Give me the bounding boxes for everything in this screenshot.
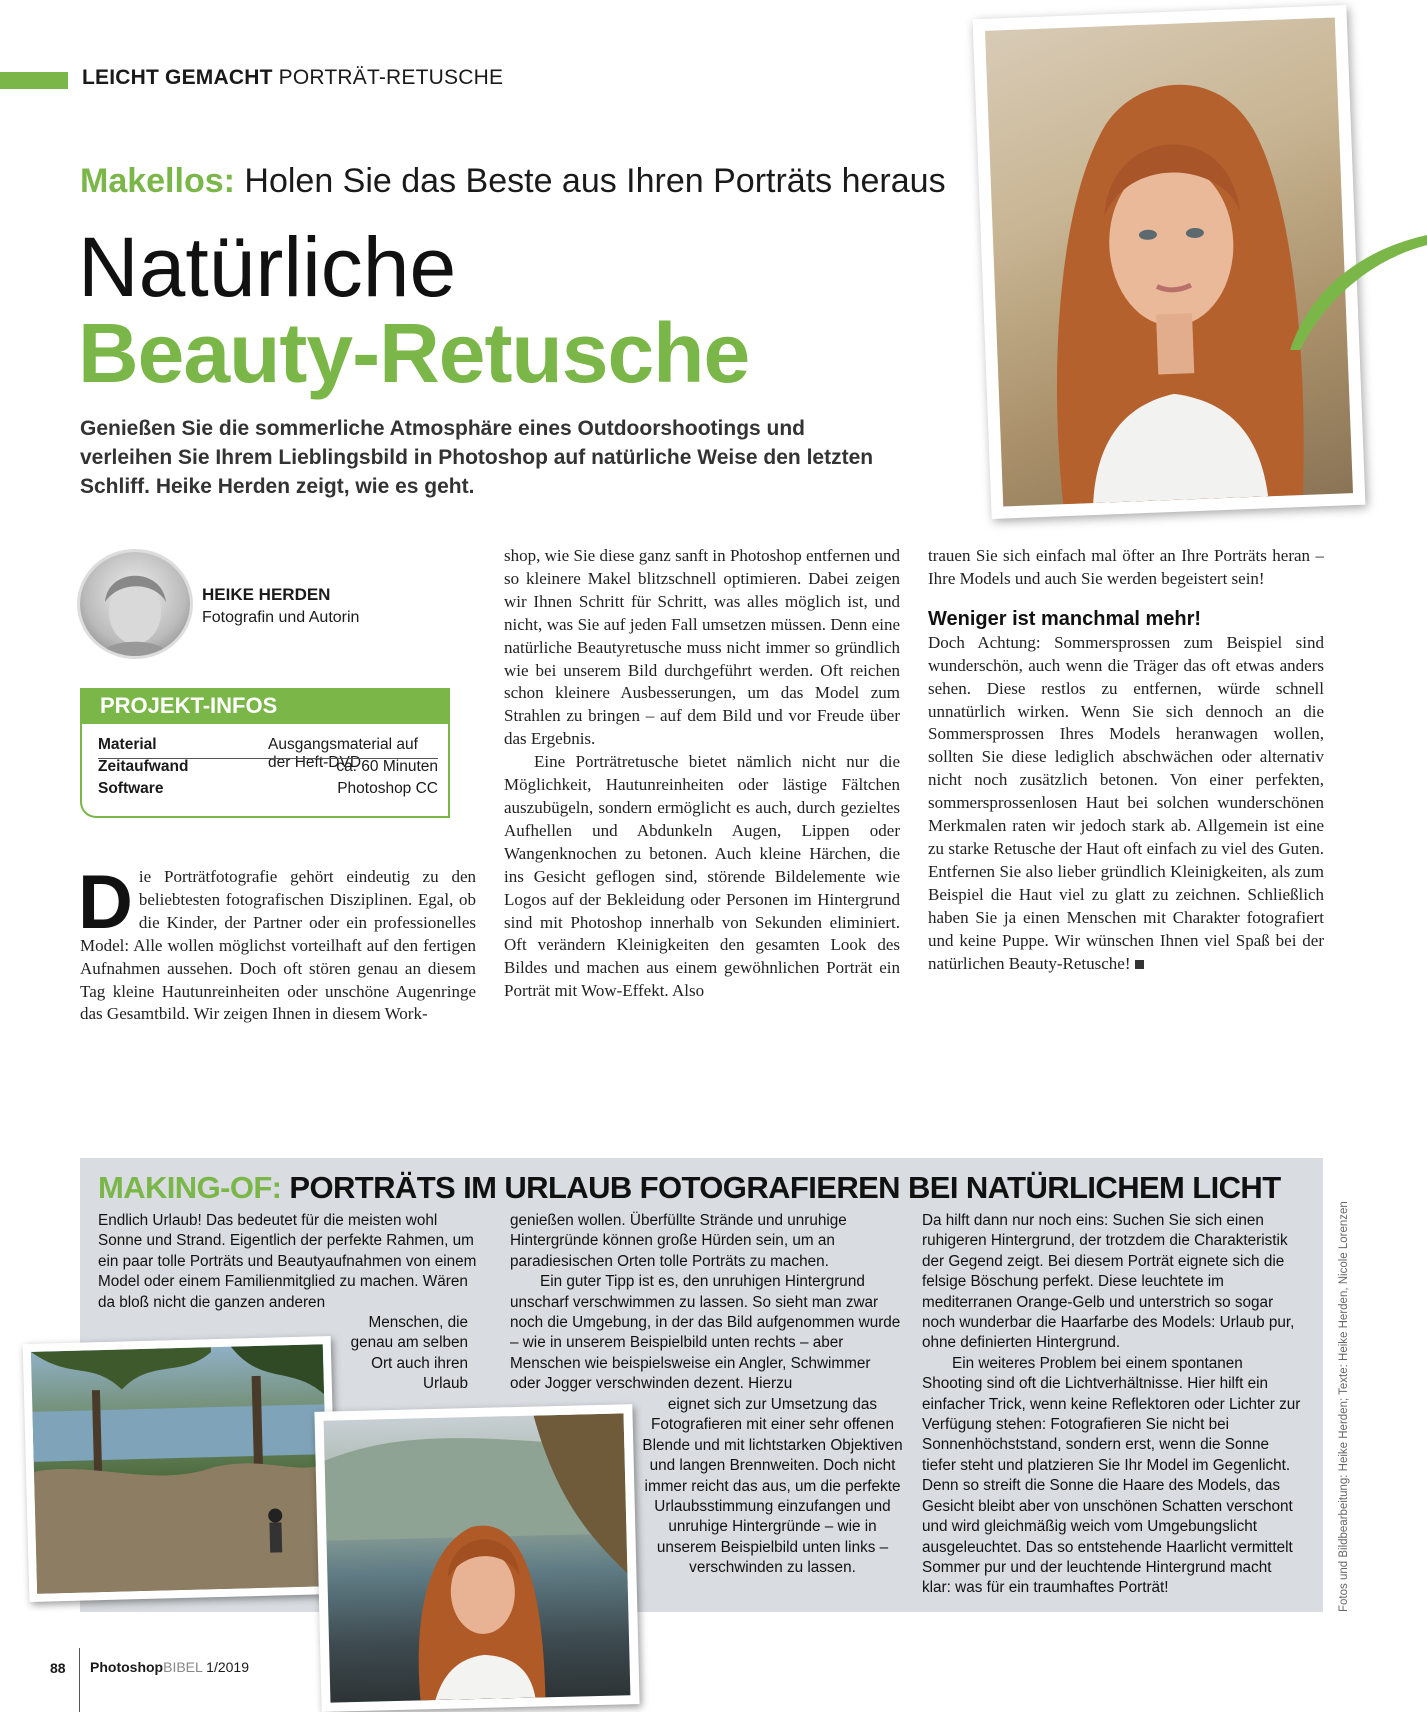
author-role: Fotografin und Autorin [202,609,360,626]
kicker-label: Makellos: [80,162,235,200]
body-paragraph [928,632,1324,976]
magazine-name: Photoshop [90,1659,164,1675]
making-of-label: MAKING-OF: [98,1170,282,1205]
magazine-footer [90,1659,249,1675]
body-paragraph: Eine Porträtretusche bietet nämlich nicht nur die Möglichkeit, Hautunreinheiten oder lästige Fältchen auszubügeln, sondern ermöglicht es auch, durch gezieltes Aufhellen und Abdunkeln Augen, Lippen oder Wangenknochen zu betonen. Auch kleine Härchen, die ins Gesicht geflogen sind, störende Bildelemente wie Logos auf der Bekleidung oder Personen im Hintergrund sind mit Photoshop innerhalb von Sekunden eliminiert. Oft verändern Kleinigkeiten den gesamten Look des Bildes und machen aus einem gewöhnlichen Porträt ein Porträt mit Wow-Effekt. Also [504,752,900,1001]
body-paragraph: shop, wie Sie diese ganz sanft in Photoshop entfernen und so kleinere Makel blitzschnell optimieren. Dabei zeigen wir Ihnen Schritt für Schritt, was alles möglich ist, und nicht, was Sie auf jeden Fall umsetzen müssen. Denn eine natürliche Beautyretusche muss nicht immer so gründlich wie bei unserem Bild durchgeführt werden. Oft reichen schon kleinere Ausbesserungen, um das Model zum Strahlen zu bringen – auf dem Bild und vor Freude über das Ergebnis. [504,546,900,749]
subheading: Weniger ist manchmal mehr! [928,607,1202,630]
project-row-time [98,758,438,780]
making-of-heading: PORTRÄTS IM URLAUB FOTOGRAFIEREN BEI NATÜRLICHEM LICHT [281,1170,1281,1205]
body-paragraph-text: Doch Achtung: Sommersprossen zum Beispiel sind wunderschön, auch wenn die Träger das oft etwas anders sehen. Diese restlos zu entfernen, würde schnell unnatürlich wirken. Wenn Sie sich dennoch an die Sommersprossen Ihres Models heranwagen wollen, sollten Sie diese lediglich abschwächen oder alternativ nicht noch zusätzlich betonen. Von einer perfekten, sommersprossenlosen Haut bei solchen wunderschönen Merkmalen raten wir jedoch stark ab. Allgemein ist eine zu starke Retusche der Haut oft einfach zu viel des Guten. Entfernen Sie also lieber gründlich Kleinigkeiten, als zum Beispiel die Haut viel zu glatt zu zeichnen. Schließlich haben Sie ja einen Menschen mit Charakter fotografiert und keine Puppe. Wir wünschen Ihnen viel Spaß bei der natürlichen Beauty-Retusche! [928,632,1324,973]
author-name: HEIKE HERDEN [202,585,331,604]
author-avatar [80,552,190,656]
lead-paragraph: Genießen Sie die sommerliche Atmosphäre eines Outdoorshootings und verleihen Sie Ihrem Lieblingsbild in Photoshop auf natürliche Weise den letzten Schliff. Heike Herden zeigt, wie es geht. [80,417,874,498]
body-column-2 [504,545,900,1003]
making-of-paragraph: eignet sich zur Umsetzung das Fotografieren mit einer sehr offenen Blende und mit lichtstarken Objektiven und langen Brennweiten. Doch nicht immer reicht das aus, um die perfekte Urlaubsstimmung einzufangen und unruhige Hintergründe – wie in unserem Beispielbild unten links – verschwinden zu lassen. [642,1396,903,1577]
kicker-text: Holen Sie das Beste aus Ihren Porträts heraus [234,162,946,200]
issue-number: 1/2019 [202,1659,249,1675]
body-paragraph: trauen Sie sich einfach mal öfter an Ihre Porträts heran – Ihre Models und auch Sie werden begeistert sein! [928,546,1324,588]
body-column-1 [78,860,476,1026]
kicker [80,162,946,201]
section-topic: PORTRÄT-RETUSCHE [272,66,504,89]
making-of-column-2 [510,1211,905,1395]
body-column-3 [928,545,1324,975]
project-row-value: ca. 60 Minuten [336,758,438,775]
project-info-box [80,688,450,818]
making-of-column-3 [922,1211,1302,1599]
drop-cap: D [78,860,133,945]
section-color-bar [0,72,68,89]
project-info-heading: PROJEKT-INFOS [80,688,448,724]
footer-divider [79,1648,80,1712]
beach-portrait-image [324,1413,631,1702]
making-of-paragraph: Menschen, die genau am selben Ort auch ihren Urlaub [350,1314,468,1393]
photo-credit: Fotos und Bildbearbeitung: Heike Herden; Texte: Heike Herden, Nicole Lorenzen [1338,1201,1350,1612]
project-row-value: Ausgangsmaterial auf der Heft-DVD [268,736,418,771]
project-row-label: Material [98,736,157,753]
section-label: LEICHT GEMACHT [82,66,273,89]
magazine-name-suffix: BIBEL [163,1659,203,1675]
project-row-software [98,780,438,802]
making-of-column-1 [98,1211,478,1313]
making-of-column-2-wrap [640,1395,905,1579]
beach-portrait-photo [314,1404,639,1712]
title-line-2: Beauty-Retusche [78,306,750,400]
project-row-label: Software [98,780,164,797]
page-number: 88 [50,1660,66,1676]
making-of-paragraph: Endlich Urlaub! Das bedeutet für die meisten wohl Sonne und Strand. Eigentlich der perfekte Rahmen, um ein paar tolle Porträts und Beautyaufnahmen von einem Model oder einem Familienmitglied zu machen. Wären da bloß nicht die ganzen anderen [98,1212,477,1311]
body-paragraph: ie Porträtfotografie gehört eindeutig zu den beliebtesten fotografischen Disziplinen. Egal, ob die Kinder, der Partner oder ein professionelles Model: Alle wollen möglichst vorteilhaft auf den fertigen Aufnahmen aussehen. Doch oft stören genau an diesem Tag kleine Hautunreinheiten oder unschöne Augenringe das Gesamtbild. Wir zeigen Ihnen in diesem Work- [80,867,476,1024]
project-row-label: Zeitaufwand [98,758,189,775]
decorative-swoosh [1290,230,1427,350]
title-line-1: Natürliche [78,220,457,314]
beach-landscape-photo [23,1336,338,1602]
making-of-paragraph: Da hilft dann nur noch eins: Suchen Sie sich einen ruhigeren Hintergrund, der trotzdem die Charakteristik der Gegend zeigt. Bei diesem Porträt eignete sich die felsige Böschung perfekt. Diese leuchtete im mediterranen Orange-Gelb und unterstrich so sogar noch wunderbar die Haarfarbe des Models: Urlaub pur, ohne definierten Hintergrund. [922,1212,1295,1352]
making-of-column-1-wrap [338,1313,468,1395]
making-of-title [98,1170,1281,1206]
end-mark-icon [1135,960,1144,969]
beach-landscape-image [31,1344,329,1594]
project-row-value: Photoshop CC [337,780,438,797]
making-of-paragraph: Ein weiteres Problem bei einem spontanen Shooting sind oft die Lichtverhältnisse. Hier hilft ein einfacher Trick, wenn keine Reflektoren oder Lichter zur Verfügung stehen: Fotografieren Sie nicht bei Sonnenhöchststand, sondern erst, wenn die Sonne tiefer steht und platzieren Sie Ihr Model im Gegenlicht. Denn so streift die Sonne die Haare des Models, das Gesicht bleibt aber von unschönen Schatten verschont und wird gleichmäßig weich vom Umgebungslicht ausgeleuchtet. Das so entstehende Haarlicht vermittelt Sommer pur und der leuchtende Hintergrund macht klar: was für ein traumhaftes Porträt! [922,1354,1301,1597]
section-header [82,66,503,90]
making-of-paragraph: genießen wollen. Überfüllte Strände und unruhige Hintergründe können große Hürden sein, um an paradiesischen Orten tolle Porträts zu machen. [510,1212,847,1270]
making-of-paragraph: Ein guter Tipp ist es, den unruhigen Hintergrund unscharf verschwimmen zu lassen. So sieht man zwar noch die Umgebung, in der das Bild aufgenommen wurde – wie in unserem Beispielbild unten rechts – aber Menschen wie beispielsweise ein Angler, Schwimmer oder Jogger verschwinden dezent. Hierzu [510,1273,901,1393]
